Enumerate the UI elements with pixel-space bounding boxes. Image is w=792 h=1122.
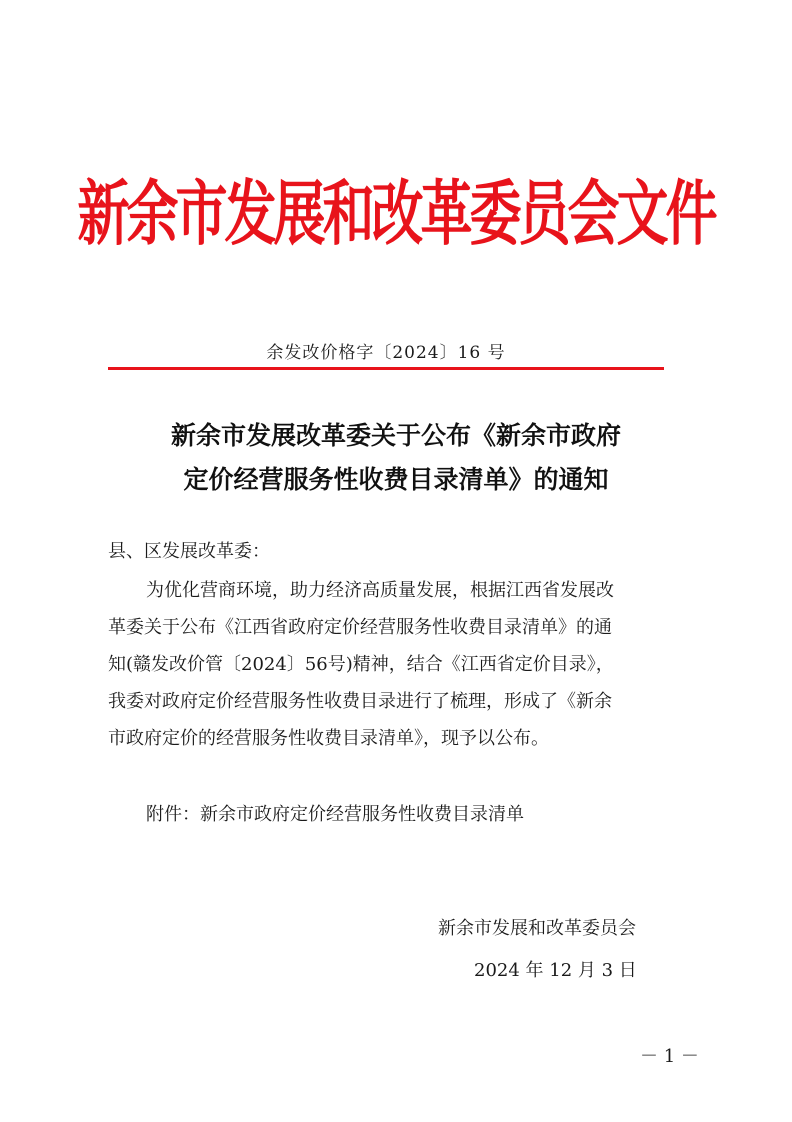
- body-paragraph: [108, 572, 692, 757]
- page-number: － 1 －: [640, 1046, 699, 1067]
- body-line-4: 我委对政府定价经营服务性收费目录进行了梳理，形成了《新余: [108, 691, 612, 712]
- masthead-title: 新余市发展和改革委员会文件: [77, 174, 715, 256]
- salutation: 县、区发展改革委：: [108, 541, 270, 562]
- body-line-2: 革委关于公布《江西省政府定价经营服务性收费目录清单》的通: [108, 617, 612, 638]
- document-title-line-1: 新余市发展改革委关于公布《新余市政府: [170, 421, 621, 450]
- signature-date: 2024 年 12 月 3 日: [474, 960, 637, 981]
- document-number: 余发改价格字〔2024〕16 号: [266, 343, 506, 363]
- signature-organization: 新余市发展和改革委员会: [438, 918, 636, 939]
- document-title-line-2: 定价经营服务性收费目录清单》的通知: [183, 465, 609, 494]
- body-line-1: 为优化营商环境，助力经济高质量发展，根据江西省发展改: [146, 580, 614, 601]
- red-divider-line: [108, 367, 664, 370]
- document-title: [60, 414, 732, 502]
- body-line-3: 知(赣发改价管〔2024〕56号)精神，结合《江西省定价目录》，: [108, 654, 614, 675]
- attachment-note: 附件：新余市政府定价经营服务性收费目录清单: [146, 804, 524, 825]
- body-line-5: 市政府定价的经营服务性收费目录清单》，现予以公布。: [108, 728, 549, 749]
